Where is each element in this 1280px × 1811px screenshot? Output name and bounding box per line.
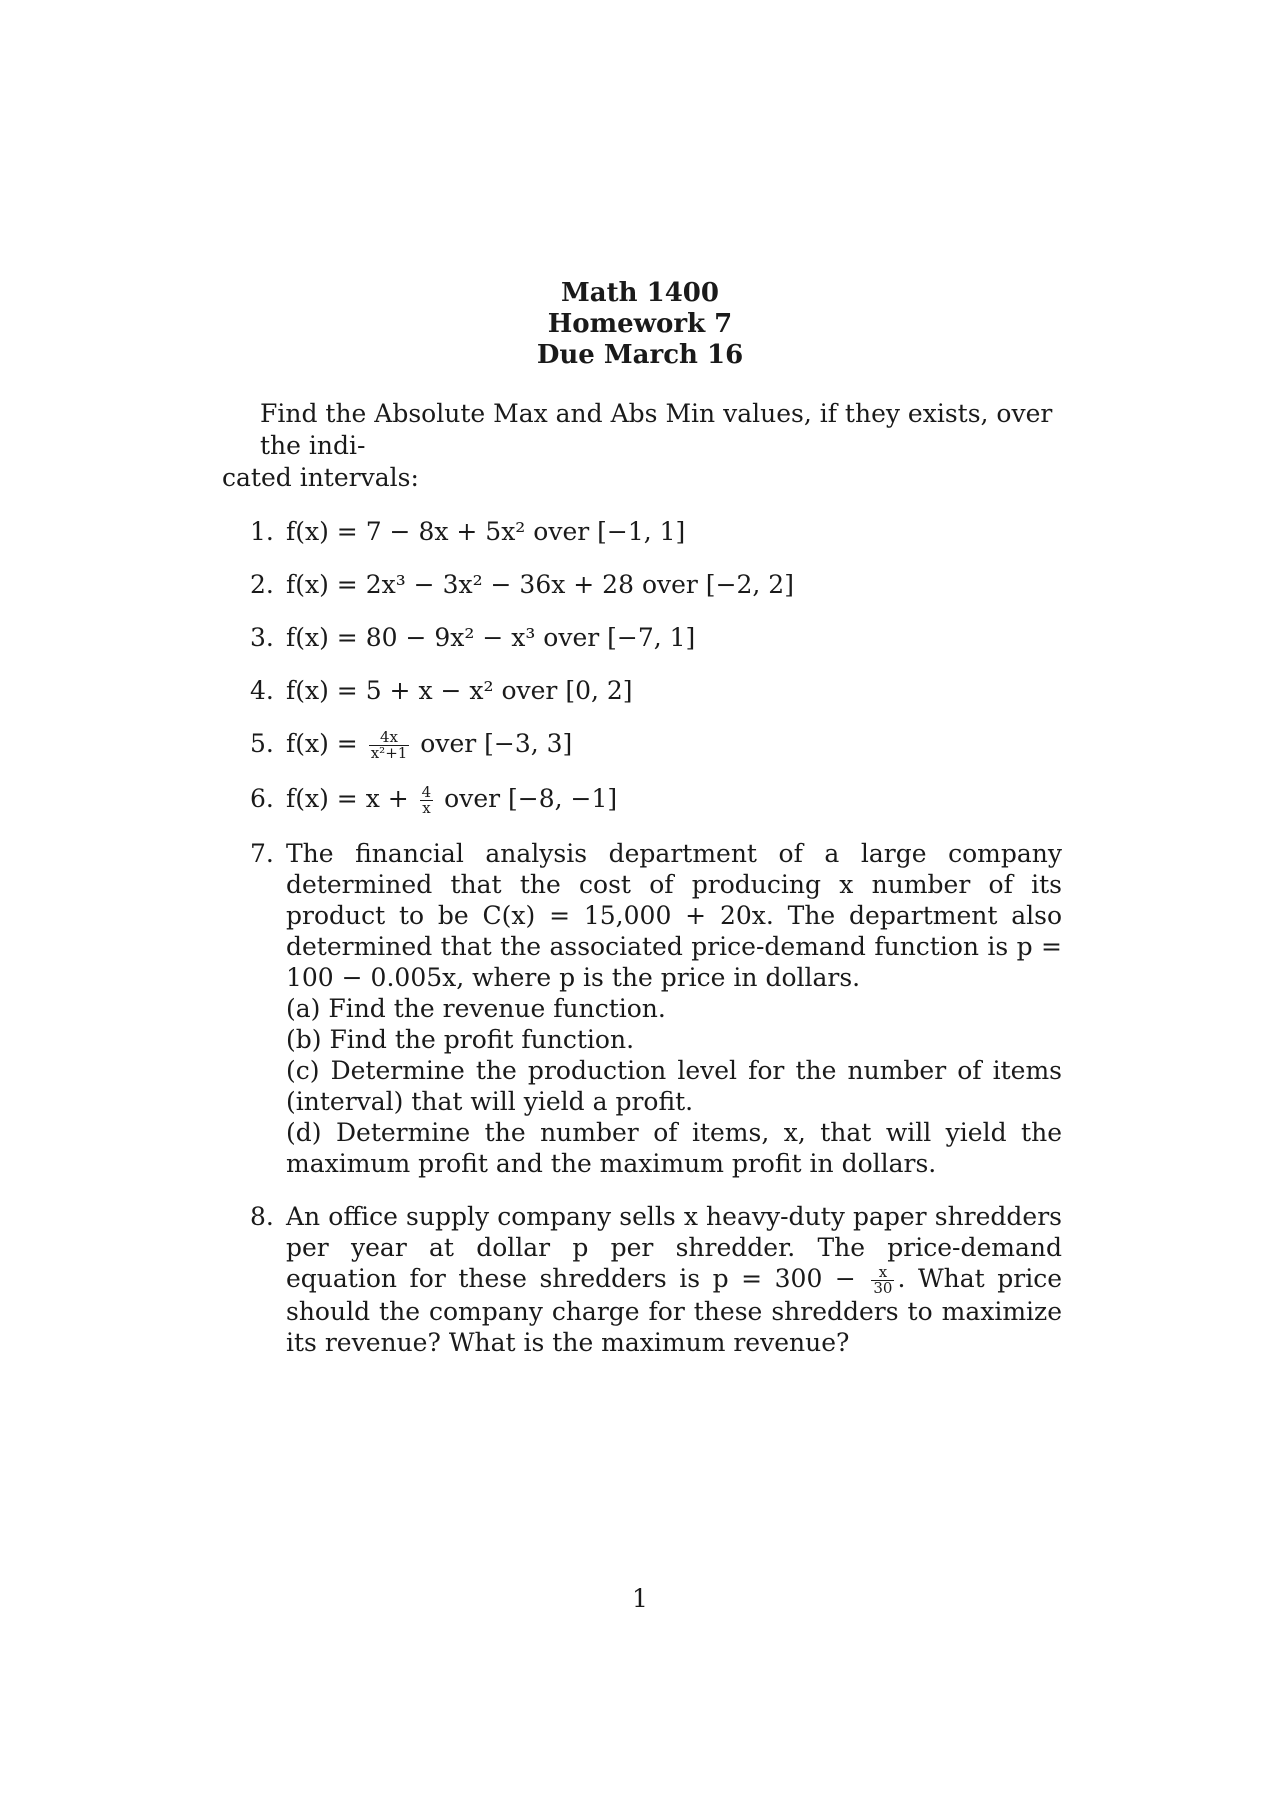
page-number: 1: [632, 1584, 648, 1613]
problem-7-part-a: (a) Find the revenue function.: [286, 994, 666, 1023]
problem-1: [222, 516, 1062, 547]
assignment-title: Homework 7: [547, 309, 733, 339]
problem-text: f(x) = 2x³ − 3x² − 36x + 28 over [−2, 2]: [286, 570, 794, 599]
instructions: [222, 398, 1062, 494]
problem-8-statement: [286, 1201, 1062, 1358]
instructions-line-2: cated intervals:: [222, 463, 419, 492]
problem-number: 7.: [250, 839, 274, 868]
fraction: [871, 1265, 894, 1296]
fraction: [369, 730, 410, 761]
problem-list: [222, 516, 1062, 1380]
fraction-numerator: 4: [421, 783, 432, 801]
document-header: [0, 278, 1280, 371]
problem-lhs: f(x) = x +: [286, 784, 409, 813]
problem-interval: over [−8, −1]: [444, 784, 618, 813]
problem-text: f(x) = 5 + x − x² over [0, 2]: [286, 676, 633, 705]
due-date: Due March 16: [536, 340, 744, 370]
problem-number: 5.: [250, 729, 274, 758]
fraction-numerator: x: [871, 1265, 894, 1281]
problem-4: [222, 675, 1062, 706]
fraction: [420, 785, 434, 816]
problem-number: 3.: [250, 623, 274, 652]
problem-number: 6.: [250, 784, 274, 813]
problem-7-part-d: (d) Determine the number of items, x, that will yield the maximum profit and the maximum profit in dollars.: [286, 1118, 1062, 1178]
course-title: Math 1400: [561, 278, 719, 308]
problem-7: [222, 838, 1062, 1179]
fraction-denominator: x: [422, 799, 431, 817]
problem-6: [222, 783, 1062, 816]
fraction-denominator: 30: [873, 1279, 893, 1297]
instructions-line-1: Find the Absolute Max and Abs Min values, if they exists, over the indi-: [260, 399, 1053, 460]
problem-number: 8.: [250, 1202, 274, 1231]
problem-2: [222, 569, 1062, 600]
problem-lhs: f(x) =: [286, 729, 358, 758]
problem-number: 1.: [250, 517, 274, 546]
problem-interval: over [−3, 3]: [420, 729, 573, 758]
fraction-numerator: 4x: [369, 730, 410, 746]
fraction-denominator: x²+1: [370, 744, 408, 762]
problem-3: [222, 622, 1062, 653]
problem-5: [222, 728, 1062, 761]
problem-text: f(x) = 7 − 8x + 5x² over [−1, 1]: [286, 517, 686, 546]
problem-number: 4.: [250, 676, 274, 705]
problem-number: 2.: [250, 570, 274, 599]
problem-7-part-c: (c) Determine the production level for the number of items (interval) that will yield a profit.: [286, 1056, 1062, 1116]
problem-7-statement: The financial analysis department of a large company determined that the cost of producing x number of its product to be C(x) = 15,000 + 20x. The department also determined that the associated price-demand function is p = 100 − 0.005x, where p is the price in dollars.: [286, 839, 1062, 992]
problem-text: f(x) = 80 − 9x² − x³ over [−7, 1]: [286, 623, 696, 652]
problem-7-part-b: (b) Find the profit function.: [286, 1025, 635, 1054]
problem-8-text-before: An office supply company sells x heavy-duty paper shredders per year at dollar p per shredder. The price-demand equation for these shredders is p = 300 −: [286, 1202, 1062, 1293]
problem-8: [222, 1201, 1062, 1358]
problem-8-text-after: . What price should the company charge for these shredders to maximize its revenue? What is the maximum revenue?: [286, 1264, 1063, 1357]
